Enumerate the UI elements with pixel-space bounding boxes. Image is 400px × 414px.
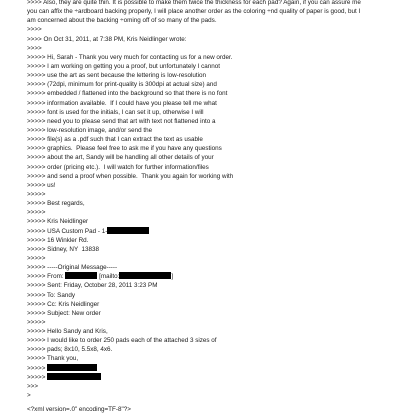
email-line xyxy=(27,25,394,34)
email-line xyxy=(27,62,394,71)
line-text: >>>>> information available. If I could have you please tell me what xyxy=(27,99,217,107)
line-text: >>>>> use the art as sent because the lettering is low-resolution xyxy=(27,72,207,80)
email-line xyxy=(27,16,394,25)
email-line xyxy=(27,281,394,290)
email-line xyxy=(27,80,394,89)
line-text: >>>>> 16 Winkler Rd. xyxy=(27,236,89,244)
line-text: >>>>> file(s) as a .pdf such that I can extract the text as usable xyxy=(27,136,203,144)
line-text: >>>>> xyxy=(27,190,46,198)
line-text: <?xml version=.0" encoding=TF-8"?> xyxy=(27,406,131,414)
line-text: >>>>> xyxy=(27,373,48,381)
email-line xyxy=(27,382,394,391)
email-line xyxy=(27,272,394,281)
email-line xyxy=(27,71,394,80)
redaction-block xyxy=(47,364,97,371)
email-line xyxy=(27,7,394,16)
line-text: >>>>> order (pricing etc.). I will watch for further information/files xyxy=(27,163,209,171)
line-text: >>>>> Subject: New order xyxy=(27,309,101,317)
email-line xyxy=(27,405,394,414)
email-line xyxy=(27,153,394,162)
email-line xyxy=(27,254,394,263)
line-text: >>>>> Kris Neidlinger xyxy=(27,218,89,226)
email-line xyxy=(27,199,394,208)
line-text: >>>> xyxy=(27,44,42,52)
email-line xyxy=(27,236,394,245)
email-line xyxy=(27,391,394,400)
email-line xyxy=(27,99,394,108)
line-text: >>>>> embedded / flattened into the background so that there is no font xyxy=(27,90,228,98)
email-line xyxy=(27,135,394,144)
line-text: >>>>> Best regards, xyxy=(27,200,85,208)
line-text: >>>> On Oct 31, 2011, at 7:38 PM, Kris Neidlinger wrote: xyxy=(27,35,187,43)
email-line xyxy=(27,373,394,382)
email-line xyxy=(27,144,394,153)
email-body xyxy=(27,0,394,414)
line-text: >>>>> need you to please send that art with text not flattened into a xyxy=(27,117,216,125)
line-text: am concerned about the backing ÷oming off of so many of the pads. xyxy=(27,17,217,25)
line-text: >>>> Also, they are quite thin. It is possible to make them twice the thickness for each pad? Again, if you can assure me xyxy=(27,0,361,6)
email-line xyxy=(27,364,394,373)
line-text: >>>>> Sent: Friday, October 28, 2011 3:23 PM xyxy=(27,282,158,290)
redaction-block xyxy=(65,272,97,279)
line-text: >>>>> To: Sandy xyxy=(27,291,76,299)
line-text: >>>>> Sidney, NY 13838 xyxy=(27,245,100,253)
email-line xyxy=(27,44,394,53)
redaction-block xyxy=(119,272,174,281)
line-text: >>>>> I would like to order 250 pads each of the attached 3 sizes of xyxy=(27,337,217,345)
line-text: >>>>> xyxy=(27,209,46,217)
email-line xyxy=(27,0,394,7)
email-line xyxy=(27,336,394,345)
line-text: >>> xyxy=(27,382,39,390)
email-line xyxy=(27,172,394,181)
email-line xyxy=(27,117,394,126)
email-line xyxy=(27,263,394,272)
email-line xyxy=(27,354,394,363)
email-line xyxy=(27,89,394,98)
line-text: >>>>> xyxy=(27,254,46,262)
line-text: >>>>> font is used for the initials, I can set it up, otherwise I will xyxy=(27,108,204,116)
line-text: [mailto: xyxy=(97,273,120,281)
email-line xyxy=(27,309,394,318)
line-text: >>>>> low-resolution image, and/or send the xyxy=(27,126,153,134)
email-line xyxy=(27,217,394,226)
line-text: >>>>> From: xyxy=(27,273,66,281)
line-text: ] xyxy=(171,273,174,281)
email-line xyxy=(27,35,394,44)
email-line xyxy=(27,53,394,62)
line-text: >>>>> Thank you, xyxy=(27,355,79,363)
line-text: >>>>> xyxy=(27,364,48,372)
redaction-block xyxy=(47,373,101,380)
line-text: >>>>> graphics. Please feel free to ask me if you have any questions xyxy=(27,145,222,153)
email-line xyxy=(27,181,394,190)
email-line xyxy=(27,291,394,300)
line-text: >>>>> Cc: Kris Neidlinger xyxy=(27,300,100,308)
line-text: >>>>> USA Custom Pad - 1- xyxy=(27,227,108,235)
line-text: >>>>> Hello Sandy and Kris, xyxy=(27,328,108,336)
line-text: > xyxy=(27,392,31,400)
line-text: >>>>> Hi, Sarah - Thank you very much for contacting us for a new order. xyxy=(27,53,233,61)
email-line xyxy=(27,208,394,217)
email-line xyxy=(27,227,394,236)
email-line xyxy=(27,345,394,354)
line-text: >>>> xyxy=(27,26,42,34)
line-text: >>>>> (72dpi, minimum for print-quality is 300dpi at actual size) and xyxy=(27,81,217,89)
line-text: >>>>> xyxy=(27,318,46,326)
email-line xyxy=(27,126,394,135)
line-text: >>>>> us! xyxy=(27,181,56,189)
email-line xyxy=(27,300,394,309)
line-text: >>>>> I am working on getting you a proof, but unfortunately I cannot xyxy=(27,62,221,70)
email-line xyxy=(27,245,394,254)
line-text: >>>>> about the art, Sandy will be handling all other details of your xyxy=(27,154,214,162)
email-line xyxy=(27,318,394,327)
email-line xyxy=(27,327,394,336)
redaction-block xyxy=(107,227,149,234)
line-text: >>>>> pads; 8x10, 5.5x8, 4x6. xyxy=(27,346,113,354)
line-text: >>>>> -----Original Message----- xyxy=(27,264,118,272)
line-text: you can affix the ÷ardboard backing properly, I will place another order as the coloring ÷nd quality of paper is good, but I xyxy=(27,8,361,16)
email-line xyxy=(27,163,394,172)
email-line xyxy=(27,190,394,199)
email-line xyxy=(27,108,394,117)
line-text: >>>>> and send a proof when possible. Thank you again for working with xyxy=(27,172,234,180)
